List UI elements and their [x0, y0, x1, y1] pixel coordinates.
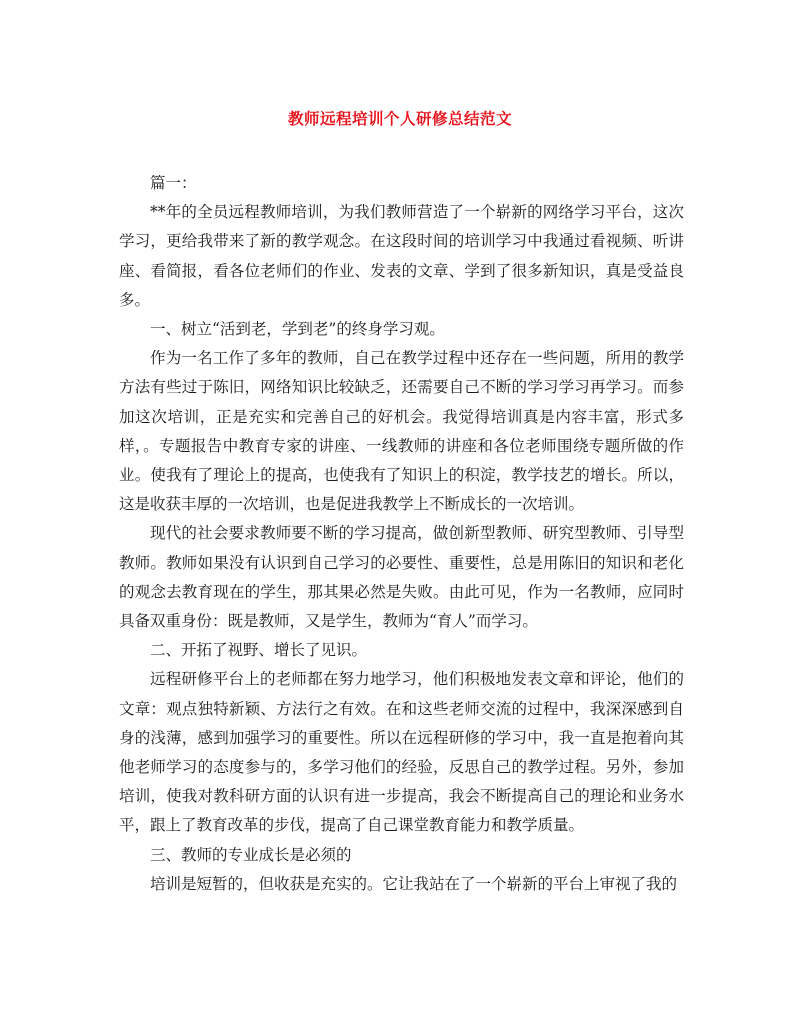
section-label: 篇一：: [150, 174, 197, 192]
paragraph-2: 远程研修平台上的老师都在努力地学习，他们积极地发表文章和评论，他们的文章：观点独特新颖、方法行之有效。在和这些老师交流的过程中，我深深感到自身的浅薄，感到加强学习的重要性。所以在远程研修的学习中，我一直是抱着向其他老师学习的态度参与的，多学习他们的经验，反思自己的教学过程。另外，参加培训，使我对教科研方面的认识有进一步提高，我会不断提高自己的理论和业务水平，跟上了教育改革的步伐，提高了自己课堂教育能力和教学质量。: [119, 670, 684, 835]
section-heading-1: 一、树立“活到老，学到老”的终身学习观。: [150, 320, 445, 339]
section-heading-2: 二、开拓了视野、增长了见识。: [150, 641, 368, 660]
document-title: 教师远程培训个人研修总结范文: [287, 109, 512, 128]
paragraph-1a: 作为一名工作了多年的教师，自己在教学过程中还存在一些问题，所用的教学方法有些过于陈旧，网络知识比较缺乏，还需要自己不断的学习学习再学习。而参加这次培训，正是充实和完善自己的好机会。我觉得培训真是内容丰富，形式多样，。专题报告中教育专家的讲座、一线教师的讲座和各位老师围绕专题所做的作业。使我有了理论上的提高，也使我有了知识上的积淀，教学技艺的增长。所以，这是收获丰厚的一次培训，也是促进我教学上不断成长的一次培训。: [119, 349, 684, 514]
paragraph-3: 培训是短暂的，但收获是充实的。它让我站在了一个崭新的平台上审视了我的: [150, 874, 678, 893]
paragraph-intro: **年的全员远程教师培训，为我们教师营造了一个崭新的网络学习平台，这次学习，更给我带来了新的教学观念。在这段时间的培训学习中我通过看视频、听讲座、看简报，看各位老师们的作业、发表的文章、学到了很多新知识，真是受益良多。: [119, 203, 684, 309]
document-body: [119, 169, 684, 899]
section-heading-3: 三、教师的专业成长是必须的: [150, 845, 352, 864]
paragraph-1b: 现代的社会要求教师要不断的学习提高，做创新型教师、研究型教师、引导型教师。教师如果没有认识到自己学习的必要性、重要性，总是用陈旧的知识和老化的观念去教育现在的学生，那其果必然是失败。由此可见，作为一名教师，应同时具备双重身份：既是教师，又是学生，教师为“育人”而学习。: [119, 524, 684, 631]
